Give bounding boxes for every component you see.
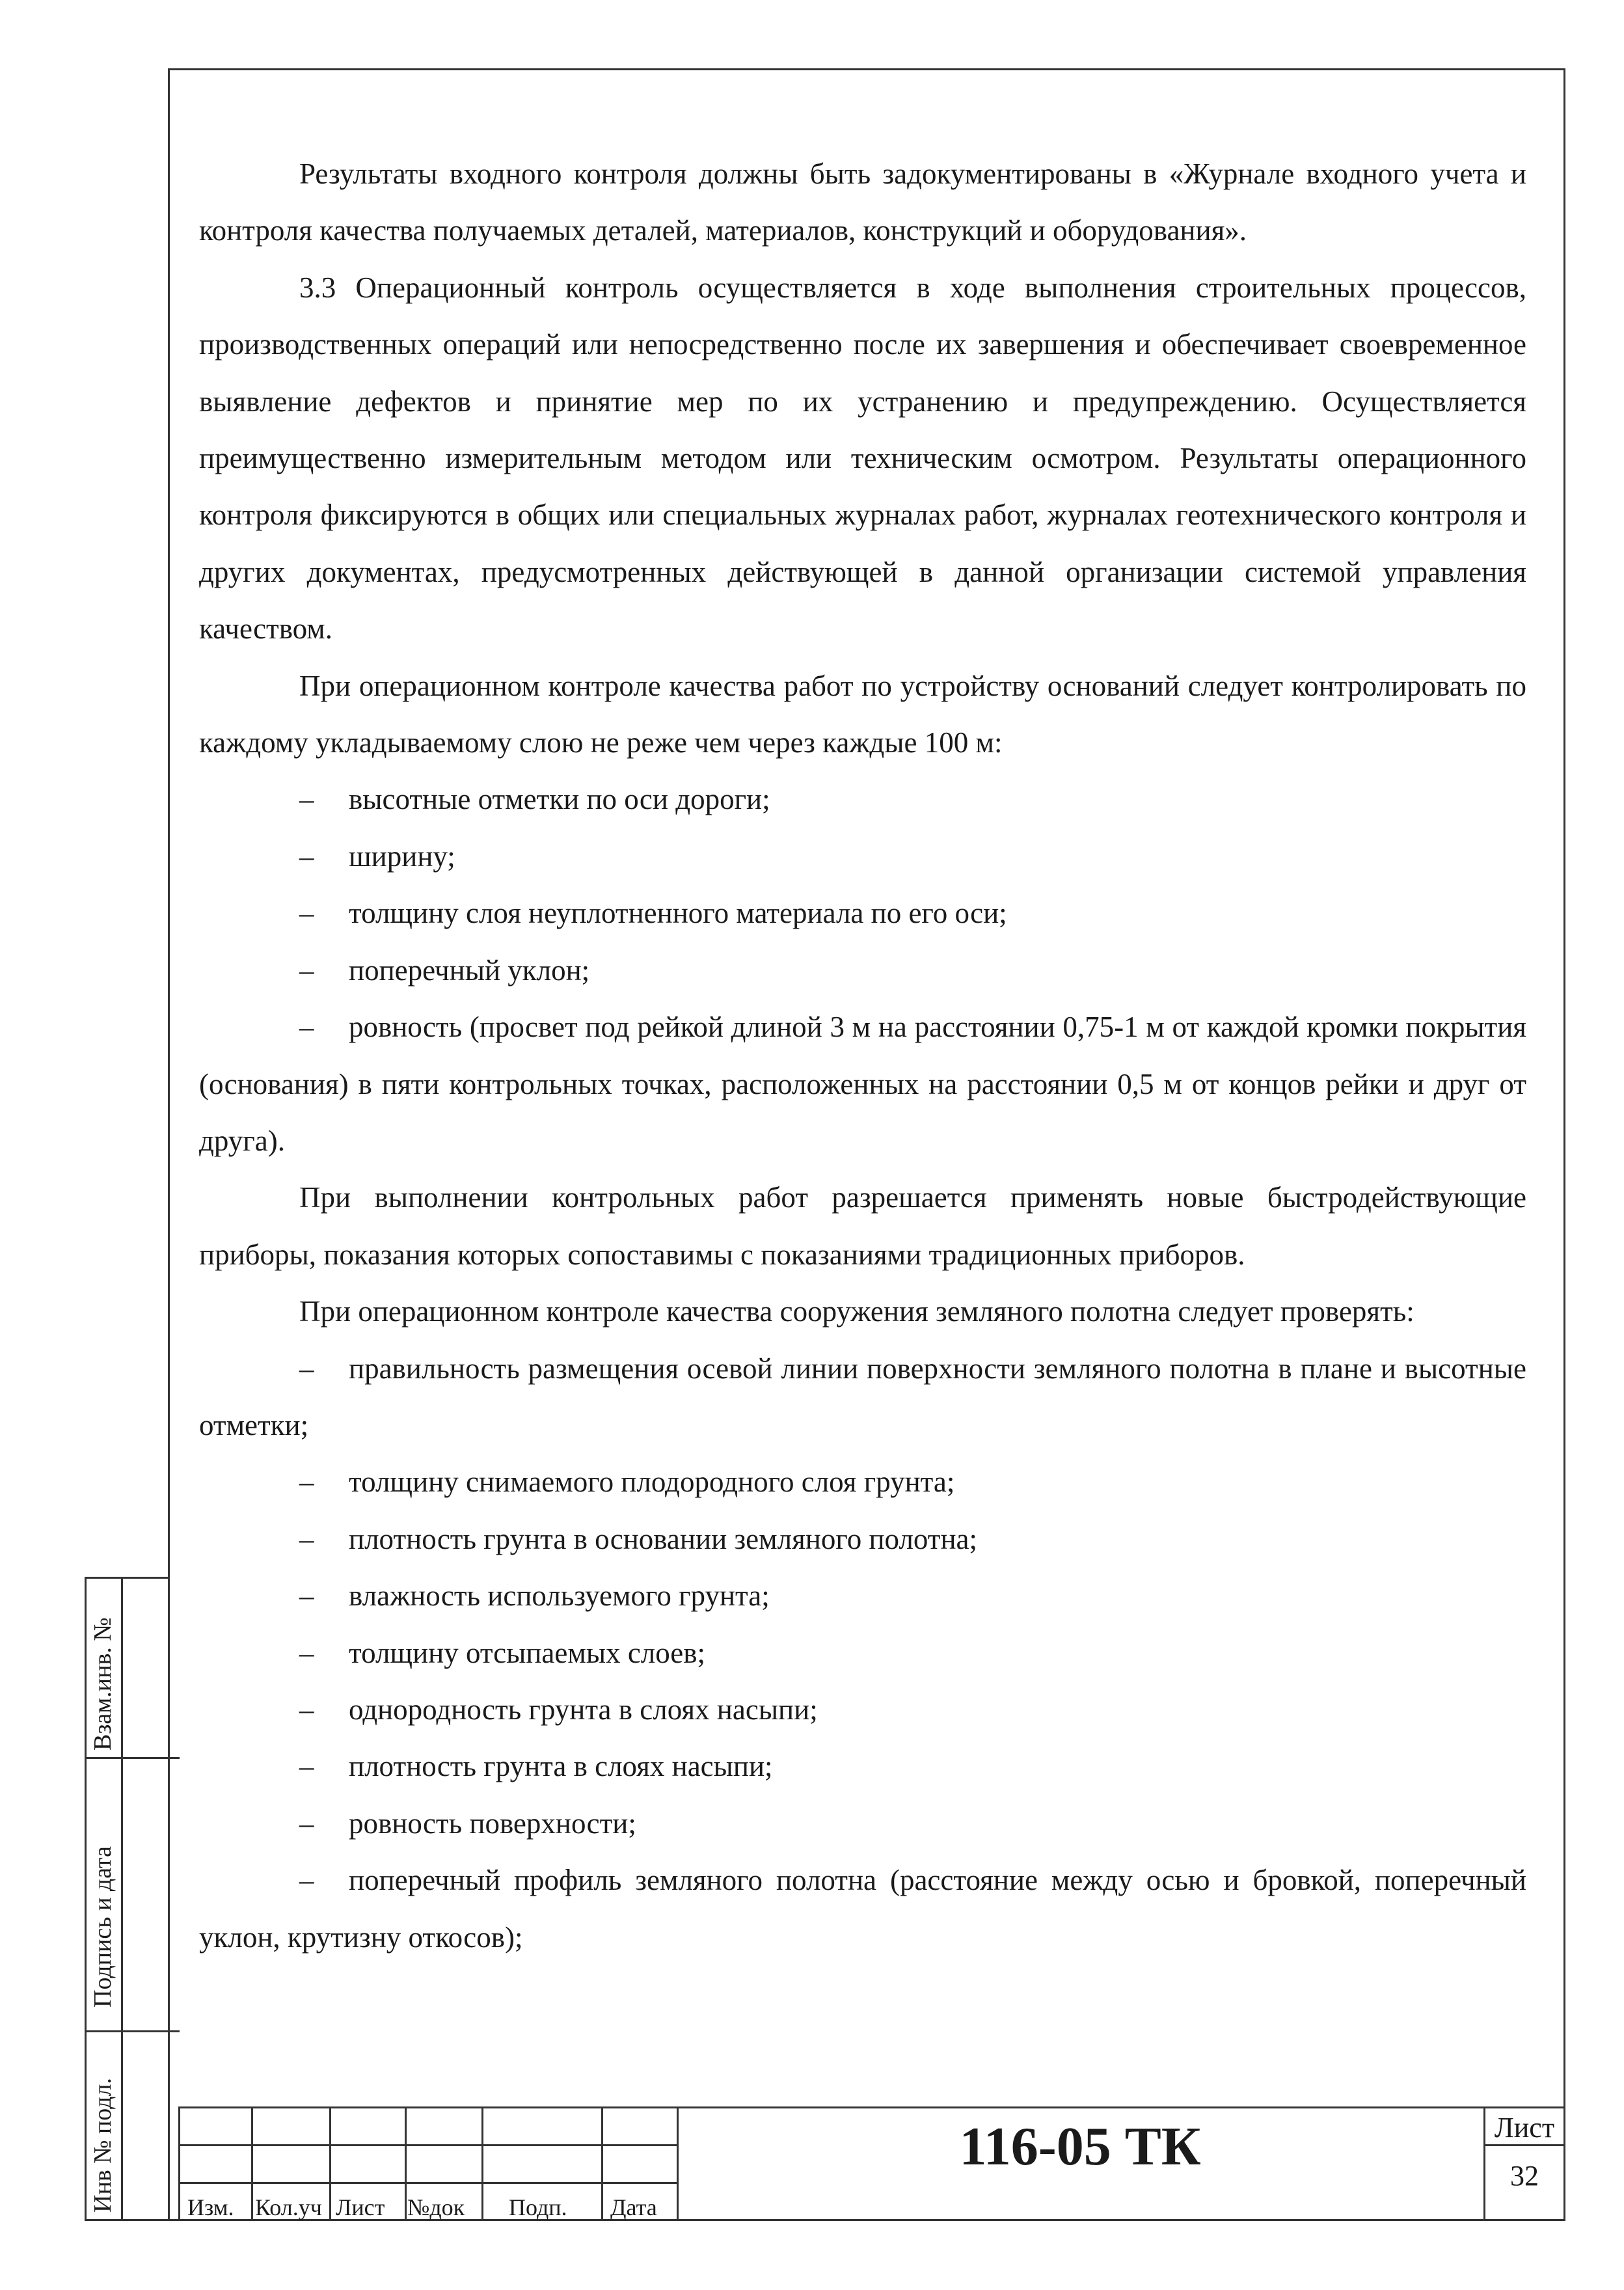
- list-item-text: ширину;: [349, 839, 455, 873]
- dash-bullet: –: [299, 1750, 314, 1783]
- col-podp: Подп.: [509, 2194, 567, 2220]
- side-stamp-row-line: [85, 2030, 180, 2032]
- side-stamp-divider: [121, 1577, 123, 2221]
- dash-bullet: –: [299, 1806, 314, 1840]
- col-kol-uch: Кол.уч: [255, 2194, 322, 2220]
- side-stamp-row-line: [85, 1757, 180, 1759]
- list-item: [199, 1795, 1526, 1852]
- dash-bullet: –: [299, 1352, 314, 1385]
- stamp-sign-date: Подпись и дата: [89, 1846, 116, 2008]
- list-item: [199, 1454, 1526, 1510]
- list-item: [199, 771, 1526, 828]
- dash-bullet: –: [299, 1693, 314, 1726]
- sheet-number: 32: [1510, 2160, 1539, 2192]
- col-data: Дата: [610, 2194, 657, 2220]
- list-item: [199, 1682, 1526, 1738]
- sheet-label: Лист: [1494, 2112, 1555, 2144]
- col-list: Лист: [336, 2194, 385, 2220]
- list-item-text: толщину снимаемого плодородного слоя грунта;: [349, 1465, 955, 1499]
- list-item: [199, 885, 1526, 942]
- dash-bullet: –: [299, 1579, 314, 1613]
- list-item-text: ровность (просвет под рейкой длиной 3 м на расстоянии 0,75-1 м от каждой кромки покрытия (основания) в пяти контрольных точках, расположенных на расстоянии 0,5 м от концов рейки и друг от друга).: [199, 1011, 1526, 1157]
- list-item-text: влажность используемого грунта;: [349, 1579, 770, 1613]
- dash-bullet: –: [299, 1864, 314, 1897]
- list-item: [199, 1568, 1526, 1624]
- list-item-text: поперечный профиль земляного полотна (расстояние между осью и бровкой, поперечный уклон, крутизну откосов);: [199, 1864, 1526, 1954]
- paragraph: При операционном контроле качества сооружения земляного полотна следует проверять:: [299, 1295, 1414, 1328]
- paragraph: Результаты входного контроля должны быть задокументированы в «Журнале входного учета и контроля качества получаемых деталей, материалов, конструкций и оборудования».: [199, 157, 1526, 247]
- dash-bullet: –: [299, 839, 314, 873]
- dash-bullet: –: [299, 1011, 314, 1044]
- list-item: [199, 1341, 1526, 1454]
- list-item: [199, 942, 1526, 999]
- list-item-text: толщину отсыпаемых слоев;: [349, 1636, 706, 1669]
- paragraph: При выполнении контрольных работ разрешается применять новые быстродействующие приборы, показания которых сопоставимы с показаниями традиционных приборов.: [199, 1181, 1526, 1271]
- list-item-text: толщину слоя неуплотненного материала по его оси;: [349, 897, 1007, 930]
- dash-bullet: –: [299, 1636, 314, 1669]
- dash-bullet: –: [299, 897, 314, 930]
- list-item-text: правильность размещения осевой линии поверхности земляного полотна в плане и высотные отметки;: [199, 1352, 1526, 1441]
- list-item: [199, 999, 1526, 1169]
- list-item: [199, 1852, 1526, 1966]
- dash-bullet: –: [299, 1522, 314, 1555]
- dash-bullet: –: [299, 1465, 314, 1499]
- dash-bullet: –: [299, 783, 314, 816]
- list-item-text: плотность грунта в основании земляного полотна;: [349, 1522, 978, 1555]
- col-izm: Изм.: [187, 2194, 234, 2220]
- list-item: [199, 1625, 1526, 1682]
- list-item-text: однородность грунта в слоях насыпи;: [349, 1693, 818, 1726]
- document-body: [199, 146, 1526, 1966]
- col-ndok: №док: [407, 2194, 465, 2220]
- dash-bullet: –: [299, 953, 314, 987]
- paragraph: 3.3 Операционный контроль осуществляется в ходе выполнения строительных процессов, производственных операций или непосредственно после их завершения и обеспечивает своевременное выявление дефектов и принятие мер по их устранению и предупреждению. Осуществляется преимущественно измерительным методом или техническим осмотром. Результаты операционного контроля фиксируются в общих или специальных журналах работ, журналах геотехнического контроля и других документах, предусмотренных действующей в данной организации системой управления качеством.: [199, 271, 1526, 646]
- list-item: [199, 1511, 1526, 1568]
- stamp-inv-replace: Взам.инв. №: [89, 1617, 116, 1751]
- list-item-text: поперечный уклон;: [349, 953, 590, 987]
- list-item-text: ровность поверхности;: [349, 1806, 636, 1840]
- list-item-text: высотные отметки по оси дороги;: [349, 783, 770, 816]
- document-code: 116-05 ТК: [959, 2116, 1201, 2177]
- list-item: [199, 1738, 1526, 1795]
- paragraph: При операционном контроле качества работ по устройству оснований следует контролировать по каждому укладываемому слою не реже чем через каждые 100 м:: [199, 669, 1526, 759]
- list-item: [199, 828, 1526, 885]
- stamp-inv-original: Инв № подл.: [89, 2077, 116, 2213]
- list-item-text: плотность грунта в слоях насыпи;: [349, 1750, 773, 1783]
